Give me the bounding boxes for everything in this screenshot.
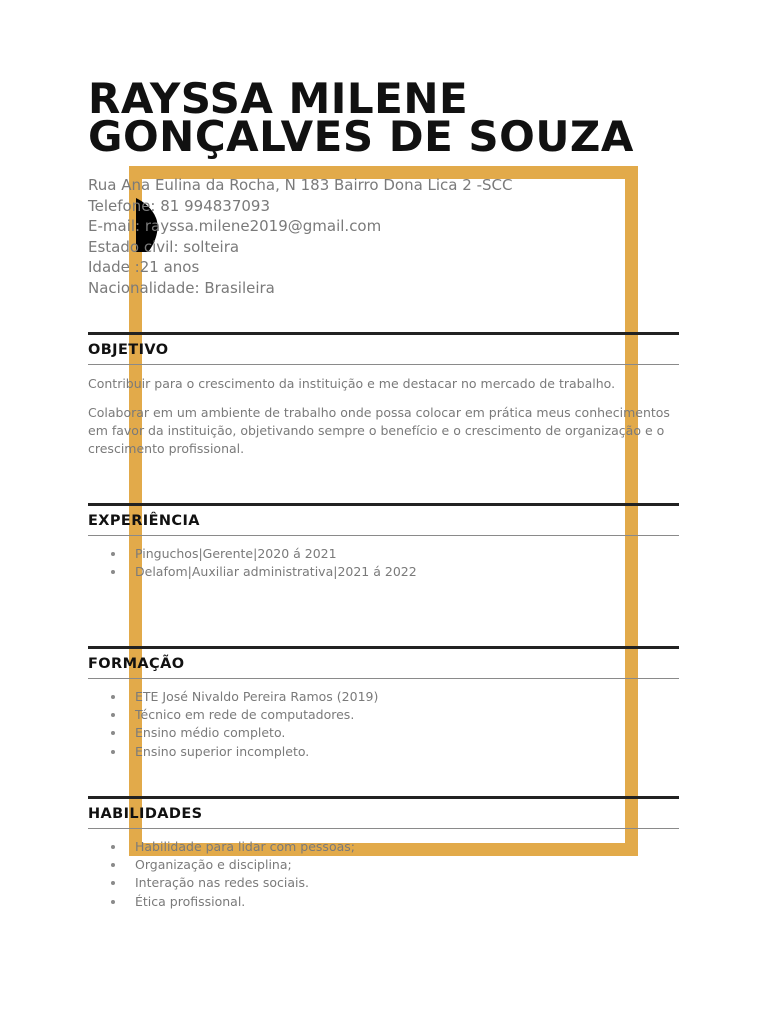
- education-title: FORMAÇÃO: [88, 655, 185, 672]
- skills-section: [88, 796, 679, 911]
- skills-header: [88, 796, 679, 829]
- list-item: Habilidade para lidar com pessoas;: [88, 838, 679, 856]
- list-item: Ensino superior incompleto.: [88, 743, 679, 761]
- email: E-mail: rayssa.milene2019@gmail.com: [88, 217, 382, 235]
- education-section: [88, 646, 679, 761]
- experience-list: [88, 545, 679, 581]
- list-item: Organização e disciplina;: [88, 856, 679, 874]
- objective-title: OBJETIVO: [88, 341, 169, 358]
- list-item: ETE José Nivaldo Pereira Ramos (2019): [88, 688, 679, 706]
- skills-list: [88, 838, 679, 911]
- objective-header: [88, 332, 679, 365]
- address: Rua Ana Eulina da Rocha, N 183 Bairro Dona Lica 2 -SCC: [88, 176, 513, 194]
- list-item: Ensino médio completo.: [88, 724, 679, 742]
- list-item: Delafom|Auxiliar administrativa|2021 á 2022: [88, 563, 679, 581]
- experience-section: [88, 503, 679, 581]
- candidate-name: [88, 74, 634, 161]
- education-list: [88, 688, 679, 761]
- objective-section: [88, 332, 679, 458]
- name-line-1: RAYSSA MILENE: [88, 74, 469, 123]
- list-item: Ética profissional.: [88, 893, 679, 911]
- nationality: Nacionalidade: Brasileira: [88, 278, 275, 297]
- objective-paragraph-2: Colaborar em um ambiente de trabalho onde possa colocar em prática meus conhecimentos em favor da instituição, objetivando sempre o benefício e o crescimento de organização e o crescimento profissional.: [88, 405, 670, 456]
- list-item: Interação nas redes sociais.: [88, 874, 679, 892]
- age: Idade :21 anos: [88, 258, 200, 276]
- experience-title: EXPERIÊNCIA: [88, 512, 200, 529]
- skills-title: HABILIDADES: [88, 805, 203, 822]
- list-item: Pinguchos|Gerente|2020 á 2021: [88, 545, 679, 563]
- phone: Telefone: 81 994837093: [88, 196, 270, 215]
- education-header: [88, 646, 679, 679]
- civil-status: Estado civil: solteira: [88, 237, 240, 256]
- list-item: Técnico em rede de computadores.: [88, 706, 679, 724]
- objective-paragraph-1: Contribuir para o crescimento da instituição e me destacar no mercado de trabalho.: [88, 376, 616, 391]
- name-line-2: GONÇALVES DE SOUZA: [88, 112, 634, 161]
- contact-info: [88, 175, 512, 298]
- experience-header: [88, 503, 679, 536]
